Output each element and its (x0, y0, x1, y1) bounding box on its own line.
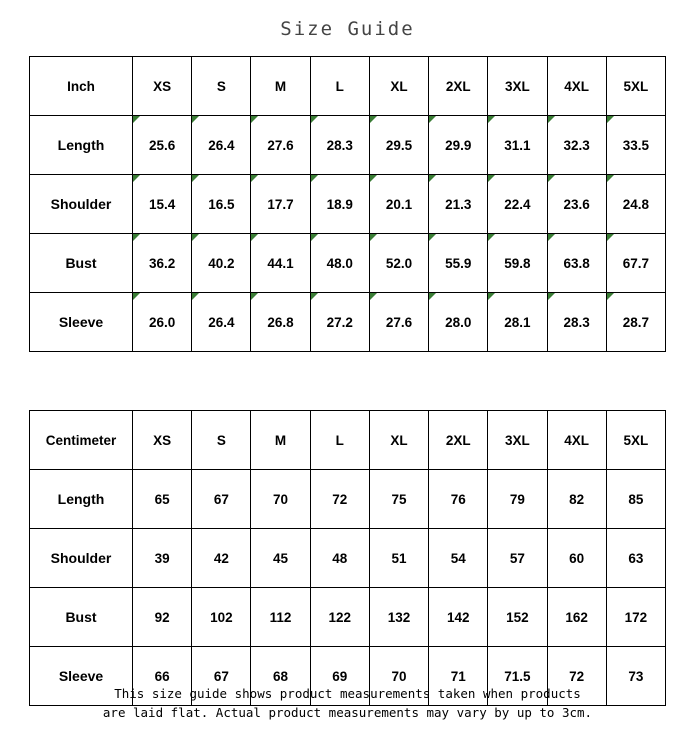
measurement-label-cell: Length (30, 470, 133, 529)
measurement-value-cell: 55.9 (429, 234, 488, 293)
measurement-value-cell: 21.3 (429, 175, 488, 234)
measurement-value-cell: 29.5 (369, 116, 428, 175)
table-row (30, 116, 666, 175)
measurement-label-cell: Bust (30, 588, 133, 647)
measurement-value-cell: 32.3 (547, 116, 606, 175)
measurement-value-cell: 28.3 (310, 116, 369, 175)
measurement-value-cell: 92 (133, 588, 192, 647)
size-header-cell: XS (133, 57, 192, 116)
size-table-inch (29, 56, 666, 352)
measurement-value-cell: 70 (369, 647, 428, 706)
measurement-value-cell: 65 (133, 470, 192, 529)
measurement-value-cell: 39 (133, 529, 192, 588)
measurement-value-cell: 31.1 (488, 116, 547, 175)
measurement-value-cell: 71.5 (488, 647, 547, 706)
measurement-value-cell: 28.1 (488, 293, 547, 352)
measurement-value-cell: 20.1 (369, 175, 428, 234)
measurement-value-cell: 76 (429, 470, 488, 529)
measurement-value-cell: 40.2 (192, 234, 251, 293)
page-title: Size Guide (280, 18, 415, 40)
measurement-value-cell: 44.1 (251, 234, 310, 293)
table-header-row (30, 57, 666, 116)
size-header-cell: 3XL (488, 411, 547, 470)
footer-line-2: are laid flat. Actual product measurements may vary by up to 3cm. (102, 705, 593, 720)
measurement-value-cell: 112 (251, 588, 310, 647)
size-header-cell: 5XL (606, 57, 665, 116)
size-table-centimeter-body (30, 411, 666, 706)
measurement-value-cell: 33.5 (606, 116, 665, 175)
size-header-cell: XS (133, 411, 192, 470)
measurement-value-cell: 71 (429, 647, 488, 706)
measurement-value-cell: 69 (310, 647, 369, 706)
measurement-value-cell: 63 (606, 529, 665, 588)
measurement-value-cell: 68 (251, 647, 310, 706)
footer-line-1: This size guide shows product measurements taken when products (114, 686, 581, 701)
measurement-value-cell: 82 (547, 470, 606, 529)
measurement-value-cell: 67.7 (606, 234, 665, 293)
measurement-value-cell: 36.2 (133, 234, 192, 293)
size-header-cell: M (251, 411, 310, 470)
footer-note (0, 684, 695, 722)
measurement-value-cell: 28.3 (547, 293, 606, 352)
measurement-value-cell: 67 (192, 647, 251, 706)
table-row (30, 293, 666, 352)
measurement-value-cell: 27.2 (310, 293, 369, 352)
measurement-value-cell: 75 (369, 470, 428, 529)
measurement-value-cell: 73 (606, 647, 665, 706)
table-row (30, 175, 666, 234)
measurement-value-cell: 172 (606, 588, 665, 647)
measurement-value-cell: 66 (133, 647, 192, 706)
measurement-value-cell: 122 (310, 588, 369, 647)
measurement-label-cell: Shoulder (30, 529, 133, 588)
measurement-value-cell: 85 (606, 470, 665, 529)
table-row (30, 529, 666, 588)
measurement-value-cell: 45 (251, 529, 310, 588)
measurement-value-cell: 57 (488, 529, 547, 588)
table-row (30, 234, 666, 293)
size-header-cell: L (310, 411, 369, 470)
measurement-value-cell: 26.4 (192, 116, 251, 175)
measurement-value-cell: 60 (547, 529, 606, 588)
table-spacer (0, 352, 695, 410)
measurement-value-cell: 22.4 (488, 175, 547, 234)
size-header-cell: 2XL (429, 411, 488, 470)
unit-label-cell: Centimeter (30, 411, 133, 470)
measurement-value-cell: 27.6 (369, 293, 428, 352)
table-row (30, 588, 666, 647)
measurement-value-cell: 142 (429, 588, 488, 647)
measurement-label-cell: Shoulder (30, 175, 133, 234)
measurement-value-cell: 54 (429, 529, 488, 588)
measurement-value-cell: 28.0 (429, 293, 488, 352)
measurement-value-cell: 24.8 (606, 175, 665, 234)
measurement-value-cell: 23.6 (547, 175, 606, 234)
measurement-value-cell: 26.8 (251, 293, 310, 352)
measurement-value-cell: 72 (310, 470, 369, 529)
unit-label-cell: Inch (30, 57, 133, 116)
measurement-value-cell: 132 (369, 588, 428, 647)
measurement-label-cell: Length (30, 116, 133, 175)
measurement-value-cell: 16.5 (192, 175, 251, 234)
measurement-value-cell: 15.4 (133, 175, 192, 234)
measurement-value-cell: 72 (547, 647, 606, 706)
table-row (30, 470, 666, 529)
measurement-value-cell: 28.7 (606, 293, 665, 352)
size-header-cell: 4XL (547, 411, 606, 470)
measurement-value-cell: 162 (547, 588, 606, 647)
table-header-row (30, 411, 666, 470)
size-header-cell: 5XL (606, 411, 665, 470)
measurement-value-cell: 52.0 (369, 234, 428, 293)
measurement-value-cell: 48.0 (310, 234, 369, 293)
measurement-value-cell: 26.4 (192, 293, 251, 352)
size-header-cell: 2XL (429, 57, 488, 116)
measurement-label-cell: Sleeve (30, 647, 133, 706)
size-header-cell: L (310, 57, 369, 116)
measurement-value-cell: 42 (192, 529, 251, 588)
size-header-cell: XL (369, 57, 428, 116)
size-header-cell: 3XL (488, 57, 547, 116)
measurement-label-cell: Bust (30, 234, 133, 293)
size-header-cell: 4XL (547, 57, 606, 116)
size-header-cell: S (192, 411, 251, 470)
measurement-value-cell: 63.8 (547, 234, 606, 293)
size-header-cell: M (251, 57, 310, 116)
size-header-cell: XL (369, 411, 428, 470)
measurement-value-cell: 152 (488, 588, 547, 647)
measurement-value-cell: 79 (488, 470, 547, 529)
measurement-value-cell: 102 (192, 588, 251, 647)
size-header-cell: S (192, 57, 251, 116)
size-table-inch-body (30, 57, 666, 352)
measurement-value-cell: 59.8 (488, 234, 547, 293)
measurement-value-cell: 29.9 (429, 116, 488, 175)
measurement-value-cell: 18.9 (310, 175, 369, 234)
measurement-value-cell: 26.0 (133, 293, 192, 352)
size-table-centimeter (29, 410, 666, 706)
measurement-label-cell: Sleeve (30, 293, 133, 352)
measurement-value-cell: 27.6 (251, 116, 310, 175)
measurement-value-cell: 51 (369, 529, 428, 588)
measurement-value-cell: 48 (310, 529, 369, 588)
measurement-value-cell: 70 (251, 470, 310, 529)
measurement-value-cell: 67 (192, 470, 251, 529)
measurement-value-cell: 17.7 (251, 175, 310, 234)
measurement-value-cell: 25.6 (133, 116, 192, 175)
